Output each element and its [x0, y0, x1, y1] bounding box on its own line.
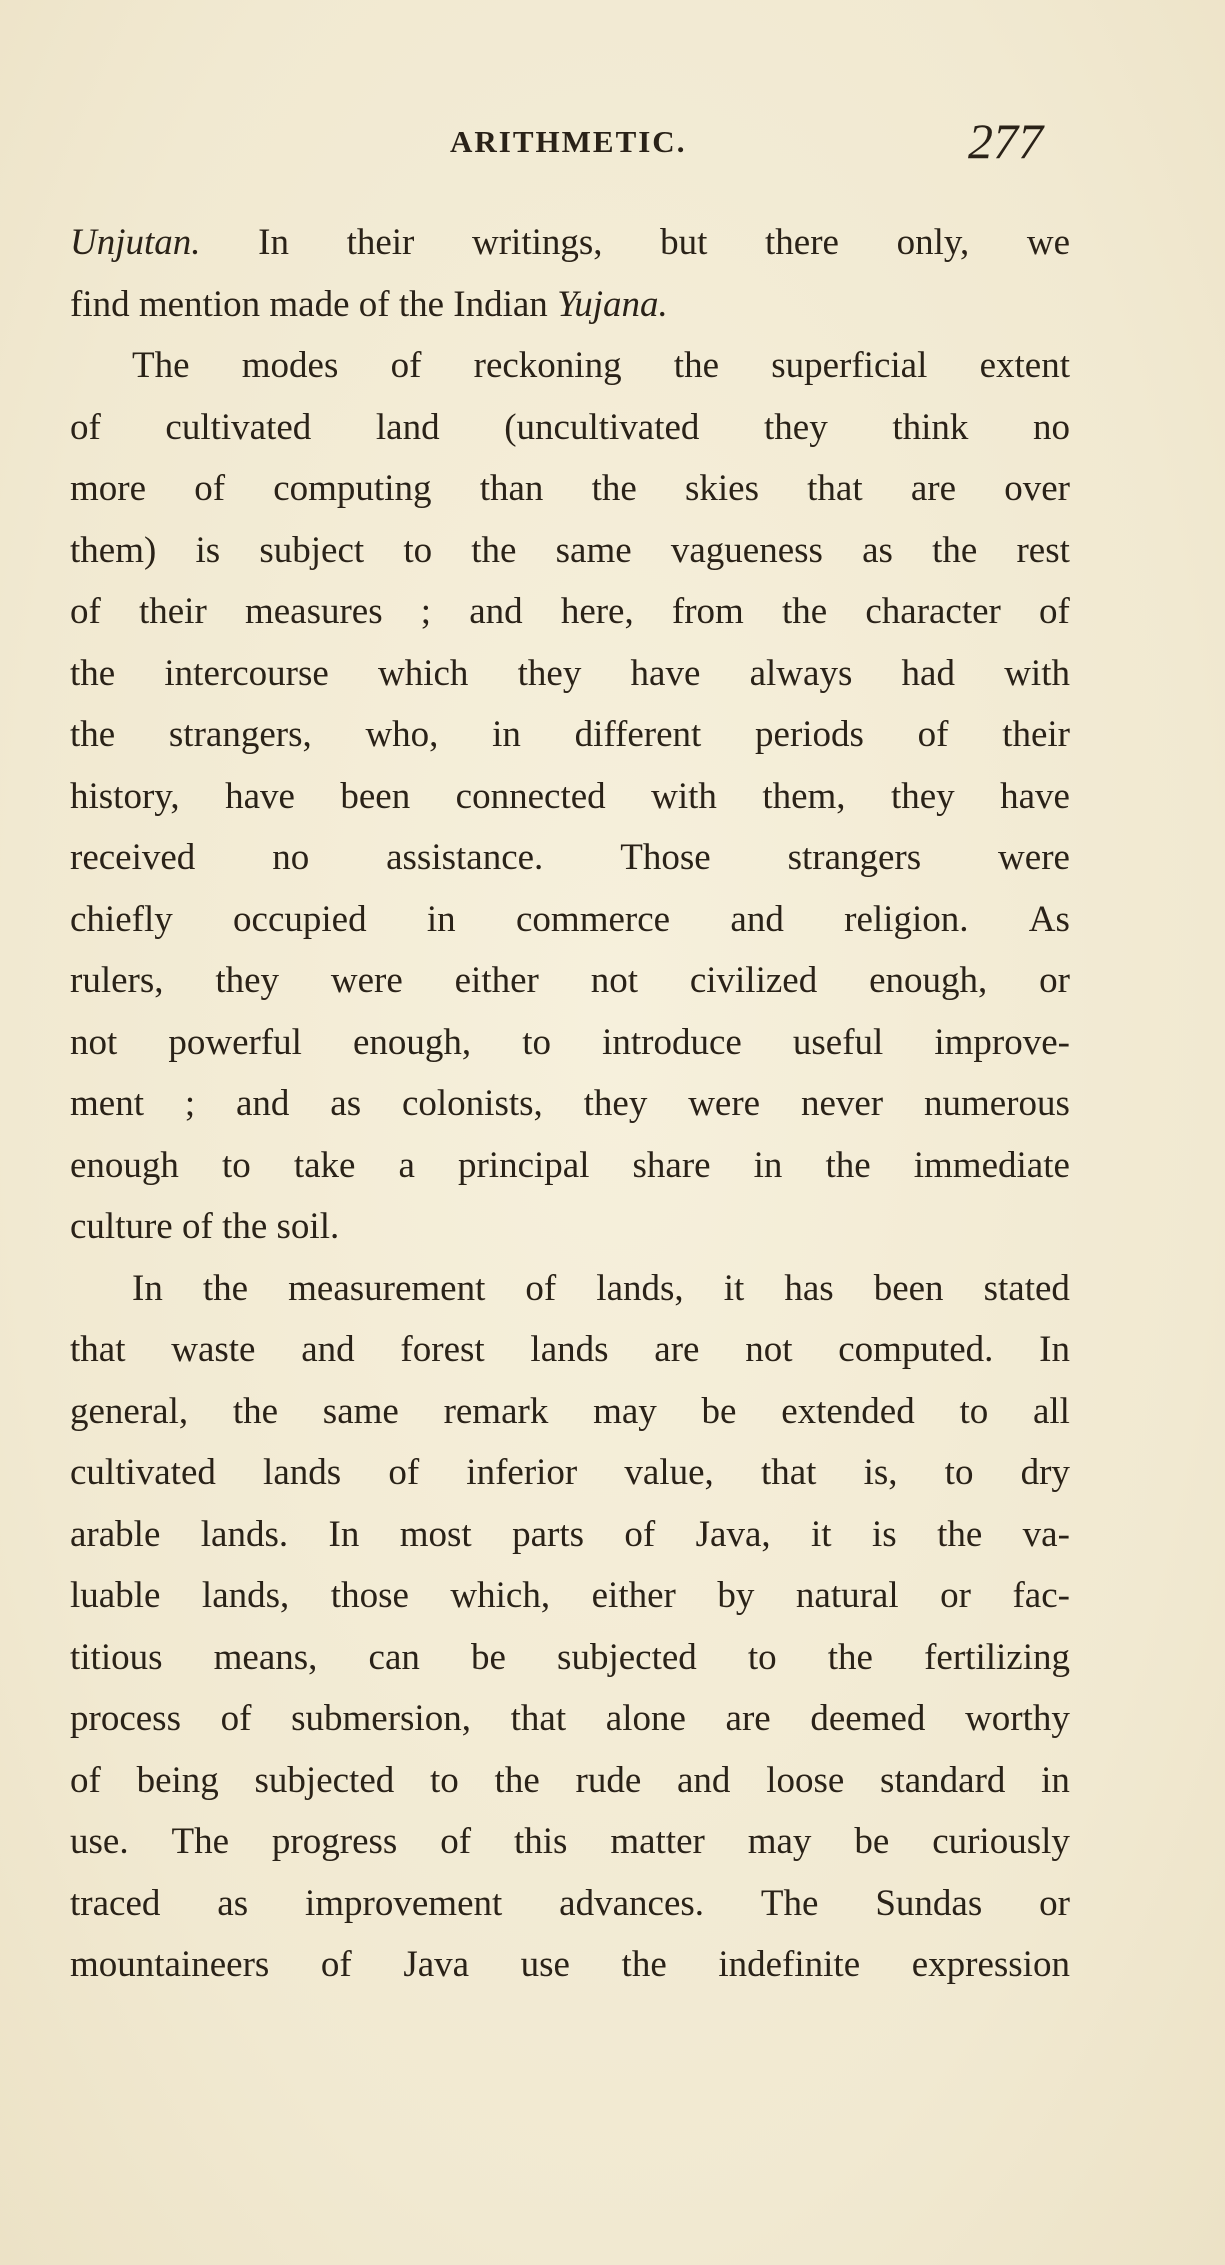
word: of — [194, 468, 226, 509]
word: share — [632, 1144, 711, 1186]
word: their — [346, 222, 415, 263]
word: it — [811, 1513, 832, 1555]
word: dry — [1020, 1452, 1070, 1493]
word: either — [591, 1575, 676, 1616]
word: periods — [755, 714, 864, 755]
text-line — [70, 1504, 1070, 1566]
word: or — [940, 1575, 971, 1616]
word: cultivated — [165, 406, 312, 448]
word: of — [917, 714, 949, 755]
text-line — [70, 1873, 1070, 1935]
word: waste — [171, 1329, 256, 1370]
text-line — [70, 1073, 1070, 1135]
word: worthy — [965, 1698, 1070, 1739]
word: of — [390, 345, 422, 386]
word: titious — [70, 1636, 163, 1678]
word: most — [399, 1513, 472, 1555]
word: means, — [213, 1636, 318, 1678]
word: made — [269, 283, 350, 325]
word: improvement — [304, 1882, 503, 1924]
word: forest — [400, 1329, 485, 1370]
word: Indian — [453, 283, 548, 325]
text-line — [70, 1442, 1070, 1504]
word: curiously — [932, 1821, 1070, 1862]
word: that — [807, 468, 863, 509]
word: lands — [530, 1329, 609, 1370]
word: but — [660, 222, 708, 263]
word: powerful — [168, 1021, 302, 1063]
word: the — [232, 1390, 279, 1432]
text-line — [70, 520, 1070, 582]
word: been — [340, 775, 411, 817]
word: here, — [560, 591, 634, 632]
body-text — [70, 212, 1070, 1996]
word: culture — [70, 1206, 173, 1247]
word: lands, — [201, 1575, 290, 1616]
word: of — [358, 283, 390, 325]
word: strangers — [787, 837, 922, 878]
text-line — [70, 274, 1070, 336]
word: subjected — [557, 1636, 697, 1678]
word: the — [494, 1759, 540, 1801]
word: received — [70, 837, 196, 878]
word: of — [320, 1944, 352, 1985]
word: intercourse — [164, 652, 329, 694]
word: mention — [138, 283, 261, 325]
word: over — [1004, 468, 1070, 509]
text-line — [70, 1258, 1070, 1320]
word: are — [910, 468, 956, 509]
word: are — [654, 1329, 700, 1370]
word: land — [375, 406, 440, 448]
word: traced — [70, 1882, 161, 1924]
text-line — [70, 1688, 1070, 1750]
word: character — [865, 591, 1001, 632]
word: in — [492, 714, 521, 755]
word: no — [1032, 406, 1070, 448]
word: improve- — [934, 1021, 1070, 1063]
word: may — [593, 1390, 657, 1432]
word: than — [479, 468, 544, 509]
text-line — [70, 1319, 1070, 1381]
word: the — [825, 1144, 871, 1186]
word: In — [132, 1267, 163, 1309]
word: enough, — [352, 1021, 472, 1063]
word: the — [827, 1636, 873, 1678]
word: and — [301, 1329, 355, 1370]
word: have — [630, 652, 701, 694]
word: civilized — [689, 960, 818, 1001]
word: were — [330, 960, 403, 1001]
word: enough — [70, 1144, 179, 1186]
word: which — [377, 652, 469, 694]
word: of — [181, 1206, 213, 1247]
word: ; — [420, 591, 432, 632]
word: fertilizing — [924, 1636, 1070, 1678]
word: measures — [244, 591, 383, 632]
word: In — [328, 1513, 360, 1555]
word: extended — [781, 1390, 915, 1432]
word: numerous — [923, 1083, 1070, 1124]
word: introduce — [602, 1021, 742, 1063]
word: the — [222, 1206, 268, 1247]
word: Unjutan. — [70, 222, 201, 263]
word: different — [574, 714, 702, 755]
word: submersion, — [291, 1698, 471, 1739]
word: to — [747, 1636, 777, 1678]
word: modes — [241, 345, 339, 386]
text-line — [70, 1811, 1070, 1873]
word: the — [471, 529, 517, 571]
text-line — [70, 1135, 1070, 1197]
word: In — [258, 222, 289, 263]
word: the — [781, 591, 828, 632]
word: in — [753, 1144, 783, 1186]
word: va- — [1022, 1513, 1070, 1555]
word: expression — [911, 1944, 1070, 1985]
word: as — [217, 1882, 249, 1924]
word: Sundas — [875, 1882, 983, 1924]
word: In — [1039, 1329, 1070, 1370]
word: were — [688, 1083, 761, 1124]
word: has — [784, 1267, 834, 1309]
word: and — [677, 1759, 731, 1801]
word: Java, — [695, 1513, 771, 1555]
word: of — [624, 1513, 656, 1555]
text-line — [70, 950, 1070, 1012]
word: alone — [605, 1698, 686, 1739]
word: Yujana. — [557, 283, 668, 325]
word: is — [871, 1513, 897, 1555]
word: have — [225, 775, 295, 817]
word: the — [202, 1267, 249, 1309]
word: only, — [896, 222, 970, 263]
word: to — [522, 1021, 552, 1063]
text-line — [70, 766, 1070, 828]
word: the — [70, 714, 116, 755]
word: the — [591, 468, 637, 509]
word: The — [760, 1882, 819, 1924]
word: of — [388, 1452, 420, 1493]
word: general, — [70, 1390, 189, 1432]
word: the — [621, 1944, 667, 1985]
word: strangers, — [168, 714, 312, 755]
word: occupied — [233, 898, 367, 940]
word: were — [998, 837, 1070, 878]
word: they — [764, 406, 828, 448]
word: of — [70, 591, 101, 632]
word: not — [590, 960, 638, 1001]
word: deemed — [810, 1698, 926, 1739]
text-line — [70, 397, 1070, 459]
word: it — [723, 1267, 745, 1309]
word: ment — [70, 1083, 144, 1124]
word: the — [932, 529, 978, 571]
word: is — [195, 529, 221, 571]
word: never — [800, 1083, 884, 1124]
word: value, — [624, 1452, 714, 1493]
word: superficial — [771, 345, 928, 386]
word: from — [671, 591, 744, 632]
word: and — [469, 591, 523, 632]
word: that — [510, 1698, 567, 1739]
word: use — [520, 1944, 570, 1985]
word: remark — [443, 1390, 549, 1432]
word: or — [1039, 1882, 1070, 1924]
word: may — [747, 1821, 812, 1862]
word: which, — [450, 1575, 551, 1616]
text-line — [70, 1934, 1070, 1996]
word: lands, — [596, 1267, 684, 1309]
word: to — [944, 1452, 974, 1493]
word: their — [1002, 714, 1070, 755]
word: be — [471, 1636, 506, 1678]
word: the — [70, 652, 116, 694]
word: chiefly — [70, 898, 173, 940]
word: vagueness — [670, 529, 823, 571]
word: skies — [684, 468, 759, 509]
word: of — [525, 1267, 557, 1309]
text-line — [70, 1196, 1070, 1258]
word: useful — [792, 1021, 884, 1063]
word: take — [293, 1144, 356, 1186]
word: of — [220, 1698, 252, 1739]
word: lands — [263, 1452, 342, 1493]
text-line — [70, 1565, 1070, 1627]
word: computing — [273, 468, 432, 509]
word: those — [330, 1575, 409, 1616]
word: history, — [70, 775, 180, 817]
word: can — [368, 1636, 420, 1678]
text-line — [70, 1012, 1070, 1074]
word: with — [651, 775, 717, 817]
word: are — [725, 1698, 771, 1739]
text-line — [70, 704, 1070, 766]
word: have — [1000, 775, 1070, 817]
word: assistance. — [386, 837, 544, 878]
word: to — [221, 1144, 251, 1186]
text-line — [70, 827, 1070, 889]
word: Those — [620, 837, 711, 878]
word: principal — [457, 1144, 590, 1186]
word: more — [70, 468, 147, 509]
word: there — [765, 222, 839, 263]
word: cultivated — [70, 1452, 216, 1493]
word: and — [235, 1083, 290, 1124]
word: the — [673, 345, 719, 386]
word: reckoning — [473, 345, 622, 386]
text-line — [70, 1381, 1070, 1443]
word: no — [272, 837, 310, 878]
word: they — [583, 1083, 648, 1124]
word: luable — [70, 1575, 161, 1616]
word: and — [730, 898, 784, 940]
word: they — [215, 960, 280, 1001]
word: be — [701, 1390, 737, 1432]
word: them) — [70, 529, 157, 571]
page-number: 277 — [968, 113, 1043, 169]
word: subjected — [254, 1759, 395, 1801]
word: them, — [762, 775, 846, 817]
word: that — [760, 1452, 817, 1493]
word: as — [862, 529, 893, 571]
word: extent — [979, 345, 1070, 386]
word: by — [717, 1575, 755, 1616]
word: writings, — [472, 222, 603, 263]
word: been — [873, 1267, 944, 1309]
word: ; — [184, 1083, 196, 1124]
word: use. — [70, 1821, 129, 1862]
word: lands. — [200, 1513, 289, 1555]
word: same — [322, 1390, 399, 1432]
word: always — [749, 652, 853, 694]
word: The — [132, 345, 190, 386]
word: subject — [259, 529, 365, 571]
word: connected — [455, 775, 606, 817]
text-line — [70, 643, 1070, 705]
word: standard — [880, 1759, 1006, 1801]
running-head — [0, 112, 1225, 172]
word: arable — [70, 1513, 161, 1555]
word: had — [901, 652, 955, 694]
word: The — [171, 1821, 230, 1862]
word: of — [1039, 591, 1070, 632]
word: being — [136, 1759, 219, 1801]
word: religion. — [844, 898, 969, 940]
word: parts — [512, 1513, 585, 1555]
word: rude — [575, 1759, 642, 1801]
word: Java — [403, 1944, 470, 1985]
word: immediate — [913, 1144, 1070, 1186]
word: we — [1026, 222, 1070, 263]
word: or — [1039, 960, 1070, 1001]
word: matter — [610, 1821, 705, 1862]
text-line — [70, 1750, 1070, 1812]
word: soil. — [276, 1206, 340, 1247]
word: as — [330, 1083, 362, 1124]
word: is, — [863, 1452, 898, 1493]
word: the — [398, 283, 445, 325]
word: all — [1032, 1390, 1070, 1432]
word: to — [430, 1759, 459, 1801]
text-line — [70, 335, 1070, 397]
word: who, — [365, 714, 439, 755]
word: a — [398, 1144, 415, 1186]
running-head-title: ARITHMETIC. — [450, 124, 687, 159]
word: find — [70, 283, 130, 325]
word: not — [70, 1021, 118, 1063]
word: either — [454, 960, 539, 1001]
word: with — [1004, 652, 1070, 694]
text-line — [70, 212, 1070, 274]
text-line — [70, 1627, 1070, 1689]
word: the — [937, 1513, 983, 1555]
text-line — [70, 889, 1070, 951]
word: think — [892, 406, 969, 448]
word: in — [426, 898, 456, 940]
word: fac- — [1012, 1575, 1070, 1616]
word: this — [513, 1821, 568, 1862]
word: not — [745, 1329, 793, 1370]
word: advances. — [559, 1882, 705, 1924]
word: they — [890, 775, 955, 817]
word: commerce — [516, 898, 671, 940]
word: progress — [271, 1821, 398, 1862]
word: computed. — [838, 1329, 994, 1370]
word: to — [403, 529, 433, 571]
word: colonists, — [401, 1083, 543, 1124]
word: of — [440, 1821, 472, 1862]
word: their — [138, 591, 207, 632]
word: As — [1028, 898, 1070, 940]
word: be — [854, 1821, 890, 1862]
word: measurement — [288, 1267, 486, 1309]
word: in — [1041, 1759, 1070, 1801]
word: same — [555, 529, 632, 571]
word: stated — [983, 1267, 1070, 1309]
text-line — [70, 458, 1070, 520]
text-line — [70, 581, 1070, 643]
word: mountaineers — [70, 1944, 270, 1985]
word: (uncultivated — [504, 406, 700, 448]
word: inferior — [466, 1452, 578, 1493]
word: loose — [766, 1759, 845, 1801]
word: process — [70, 1698, 181, 1739]
word: that — [70, 1329, 126, 1370]
word: of — [70, 1759, 101, 1801]
word: indefinite — [718, 1944, 861, 1985]
word: to — [959, 1390, 989, 1432]
word: natural — [795, 1575, 899, 1616]
word: rest — [1016, 529, 1070, 571]
word: enough, — [869, 960, 988, 1001]
word: they — [517, 652, 582, 694]
word: of — [70, 406, 101, 448]
word: rulers, — [70, 960, 164, 1001]
